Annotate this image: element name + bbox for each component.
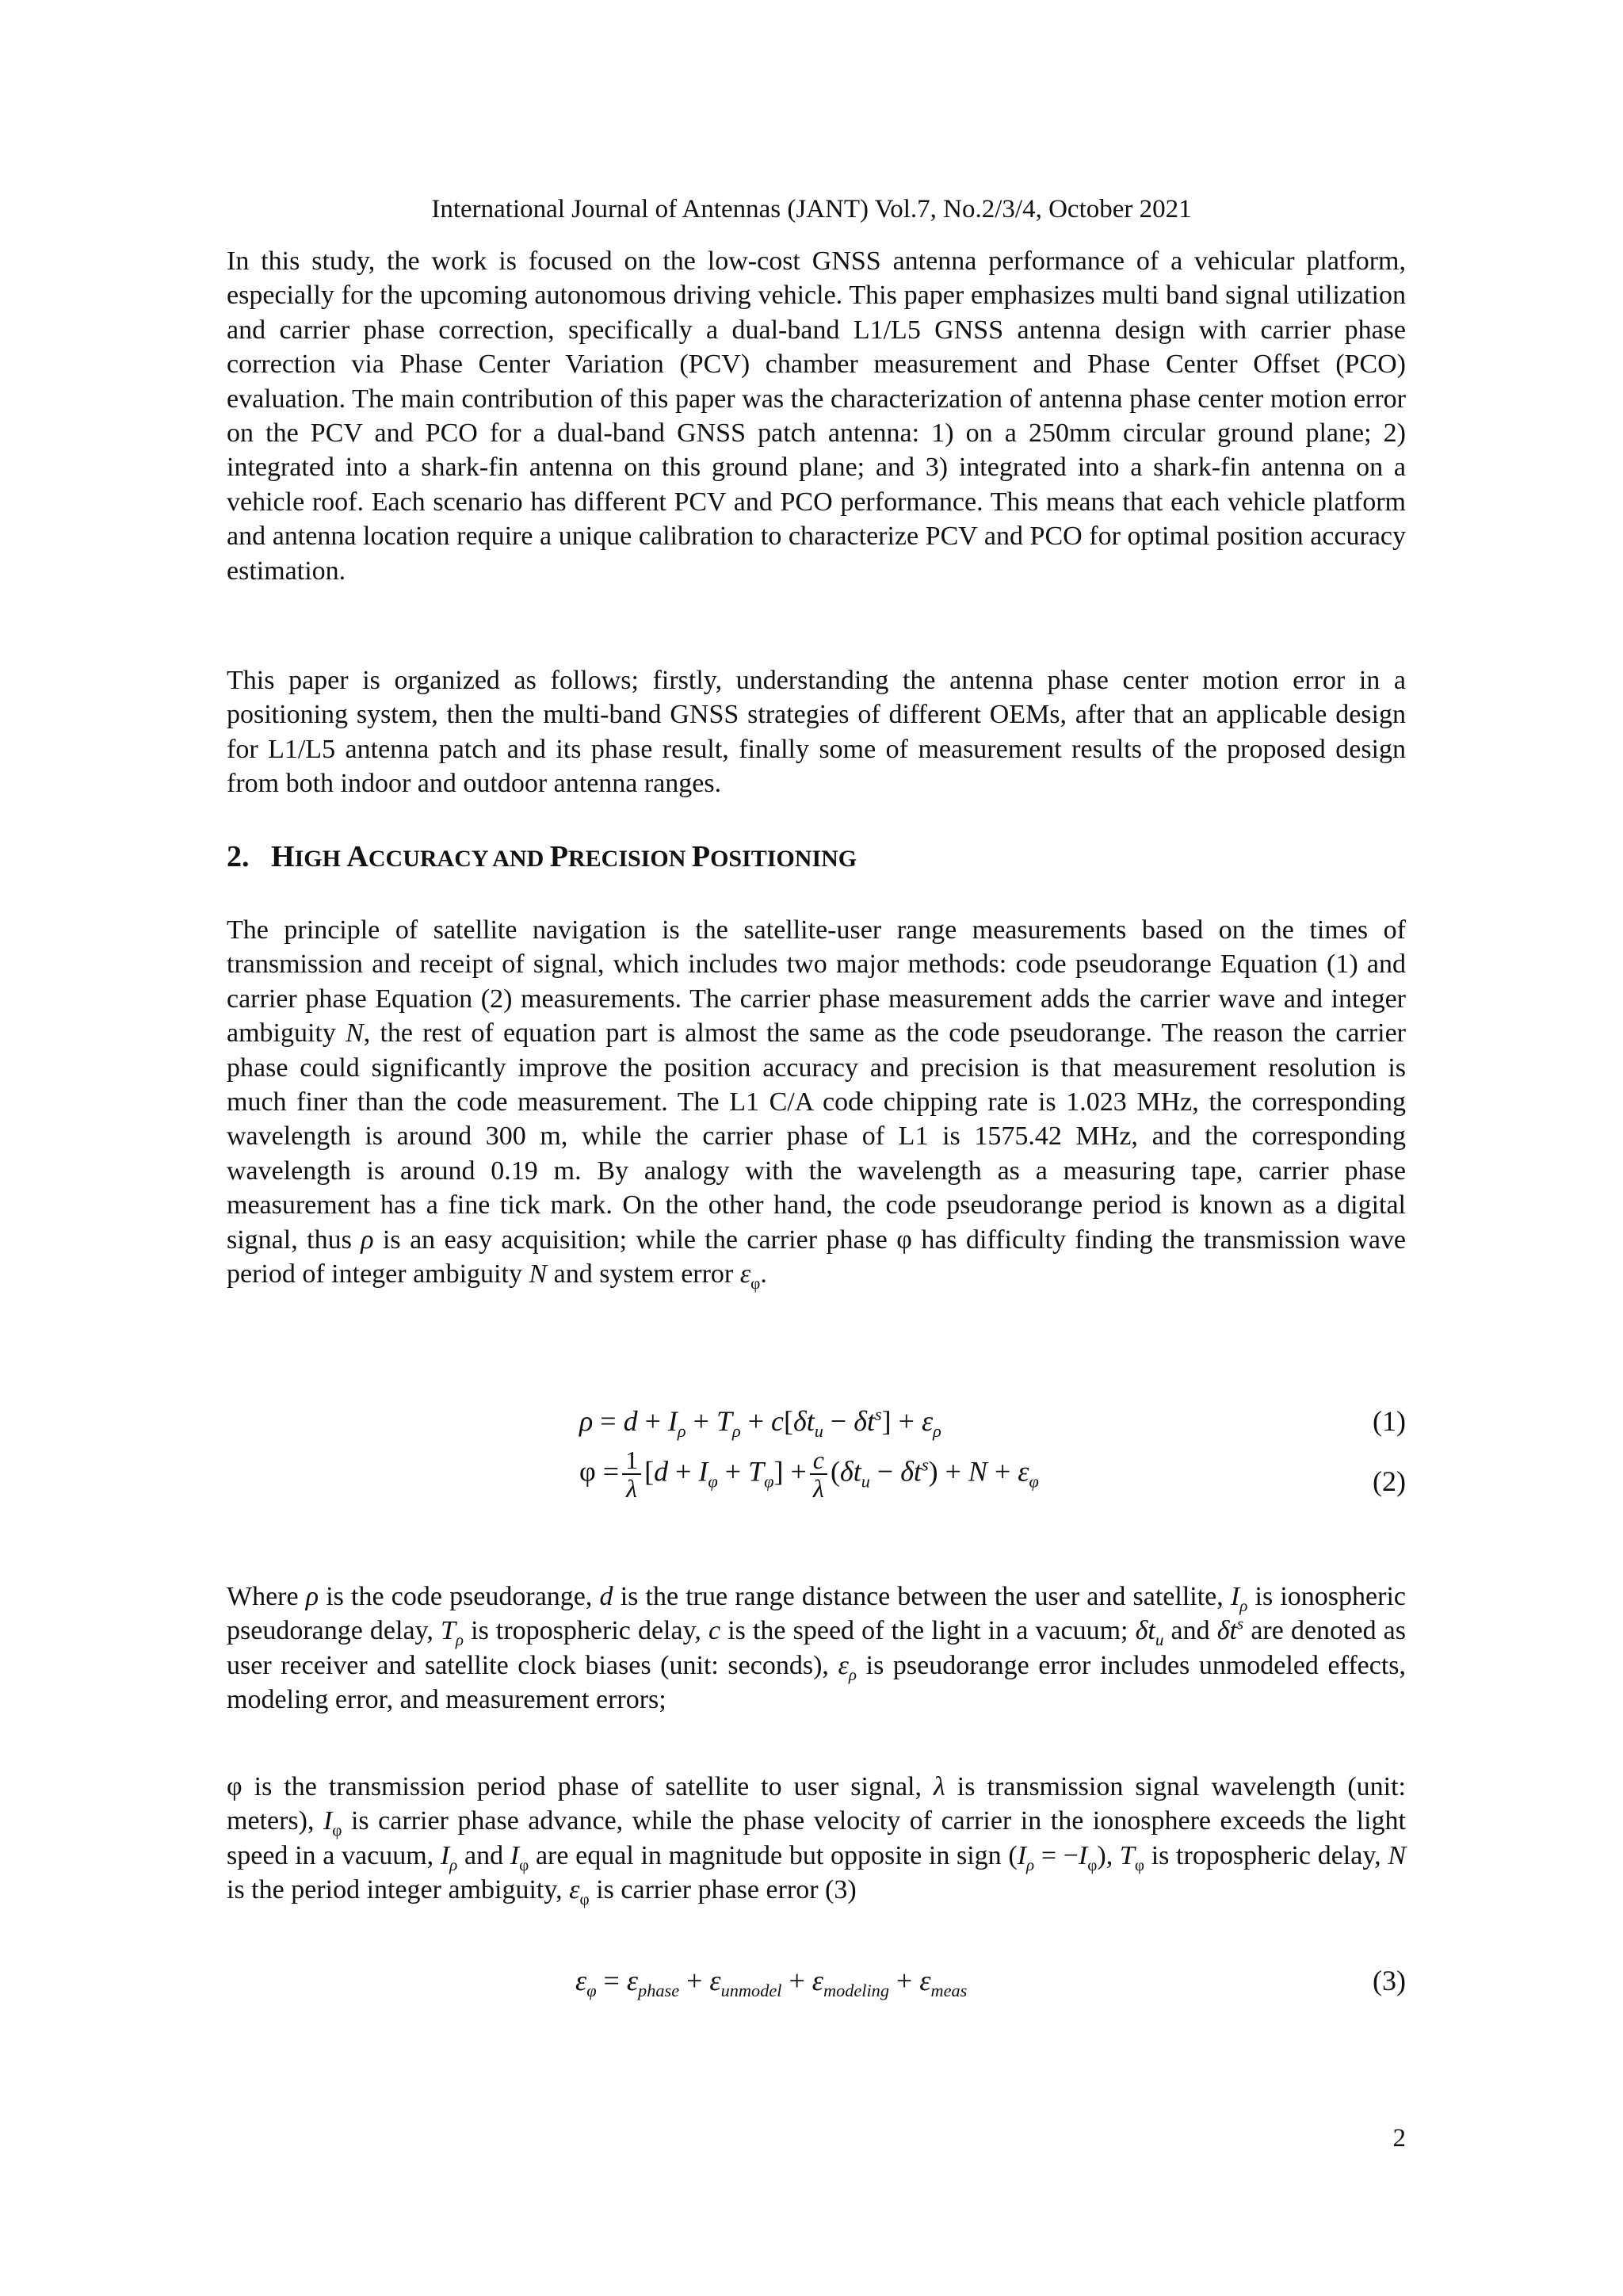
equation-3-body: $\varepsilon_\varphi = \varepsilon_{phase} + \varepsilon_{unmodel} + \varepsilon_{modeling} + \varepsilon_{meas}$	[575, 1965, 968, 2001]
section-heading	[227, 839, 1406, 877]
page-number: 2	[1392, 2124, 1406, 2153]
paragraph-phase: φ is the transmission period phase of satellite to user signal, λ is transmission signal wavelength (unit: meters), $I_\varphi$ is carrier phase advance, while the phase velocity of carrier in the ionosphere exceeds the light speed in a vacuum, $I_\rho$ and $I_\varphi$ are equal in magnitude but opposite in sign $(I_\rho = -I_\varphi)$, $T_\varphi$ is tropospheric delay, N is the period integer ambiguity, $\varepsilon_\varphi$ is carrier phase error (3)	[227, 1772, 1406, 1909]
equation-2	[227, 1446, 1406, 1518]
equation-2-body: φ = $\frac{1}{\lambda}$ $[d + I_\varphi + T_\varphi]$ + $\frac{c}{\lambda}$ $(\delta t_u - \delta t^s) + N + \varepsilon_\varphi$	[579, 1446, 1039, 1503]
equation-2-number: (2)	[1373, 1465, 1406, 1497]
equation-3-number: (3)	[1373, 1965, 1406, 1996]
section-title: HIGH ACCURACY AND PRECISION POSITIONING	[271, 840, 857, 873]
paragraph-intro-study: In this study, the work is focused on the low-cost GNSS antenna performance of a vehicular platform, especially for the upcoming autonomous driving vehicle. This paper emphasizes multi band signal utilization and carrier phase correction, specifically a dual-band L1/L5 GNSS antenna design with carrier phase correction via Phase Center Variation (PCV) chamber measurement and Phase Center Offset (PCO) evaluation. The main contribution of this paper was the characterization of antenna phase center motion error on the PCV and PCO for a dual-band GNSS patch antenna: 1) on a 250mm circular ground plane; 2) integrated into a shark-fin antenna on this ground plane; and 3) integrated into a shark-fin antenna on a vehicle roof. Each scenario has different PCV and PCO performance. This means that each vehicle platform and antenna location require a unique calibration to characterize PCV and PCO for optimal position accuracy estimation.	[227, 246, 1406, 586]
equation-3	[227, 1960, 1406, 2001]
equation-1-body: $\rho = d + I_\rho + T_\rho + c[\delta t_u - \delta t^s] + \varepsilon_\rho$	[579, 1404, 941, 1442]
section-number: 2.	[227, 840, 250, 873]
paragraph-satellite-navigation: The principle of satellite navigation is the satellite-user range measurements based on the times of transmission and receipt of signal, which includes two major methods: code pseudorange Equation (1) and carrier phase Equation (2) measurements. The carrier phase measurement adds the carrier wave and integer ambiguity N, the rest of equation part is almost the same as the code pseudorange. The reason the carrier phase could significantly improve the position accuracy and precision is that measurement resolution is much finer than the code measurement. The L1 C/A code chipping rate is 1.023 MHz, the corresponding wavelength is around 300 m, while the carrier phase of L1 is 1575.42 MHz, and the corresponding wavelength is around 0.19 m. By analogy with the wavelength as a measuring tape, carrier phase measurement has a fine tick mark. On the other hand, the code pseudorange period is known as a digital signal, thus ρ is an easy acquisition; while the carrier phase φ has difficulty finding the transmission wave period of integer ambiguity N and system error $\varepsilon_\varphi$.	[227, 915, 1406, 1293]
equation-1	[227, 1400, 1406, 1442]
paragraph-where: Where ρ is the code pseudorange, d is the true range distance between the user and satellite, $I_\rho$ is ionospheric pseudorange delay, $T_\rho$ is tropospheric delay, c is the speed of the light in a vacuum; $\delta t_u$ and $\delta t^s$ are denoted as user receiver and satellite clock biases (unit: seconds), $\varepsilon_\rho$ is pseudorange error includes unmodeled effects, modeling error, and measurement errors;	[227, 1582, 1406, 1715]
running-header: International Journal of Antennas (JANT) Vol.7, No.2/3/4, October 2021	[431, 195, 1192, 223]
paragraph-organization: This paper is organized as follows; firstly, understanding the antenna phase center motion error in a positioning system, then the multi-band GNSS strategies of different OEMs, after that an applicable design for L1/L5 antenna patch and its phase result, finally some of measurement results of the proposed design from both indoor and outdoor antenna ranges.	[227, 666, 1406, 799]
equation-1-number: (1)	[1373, 1405, 1406, 1437]
